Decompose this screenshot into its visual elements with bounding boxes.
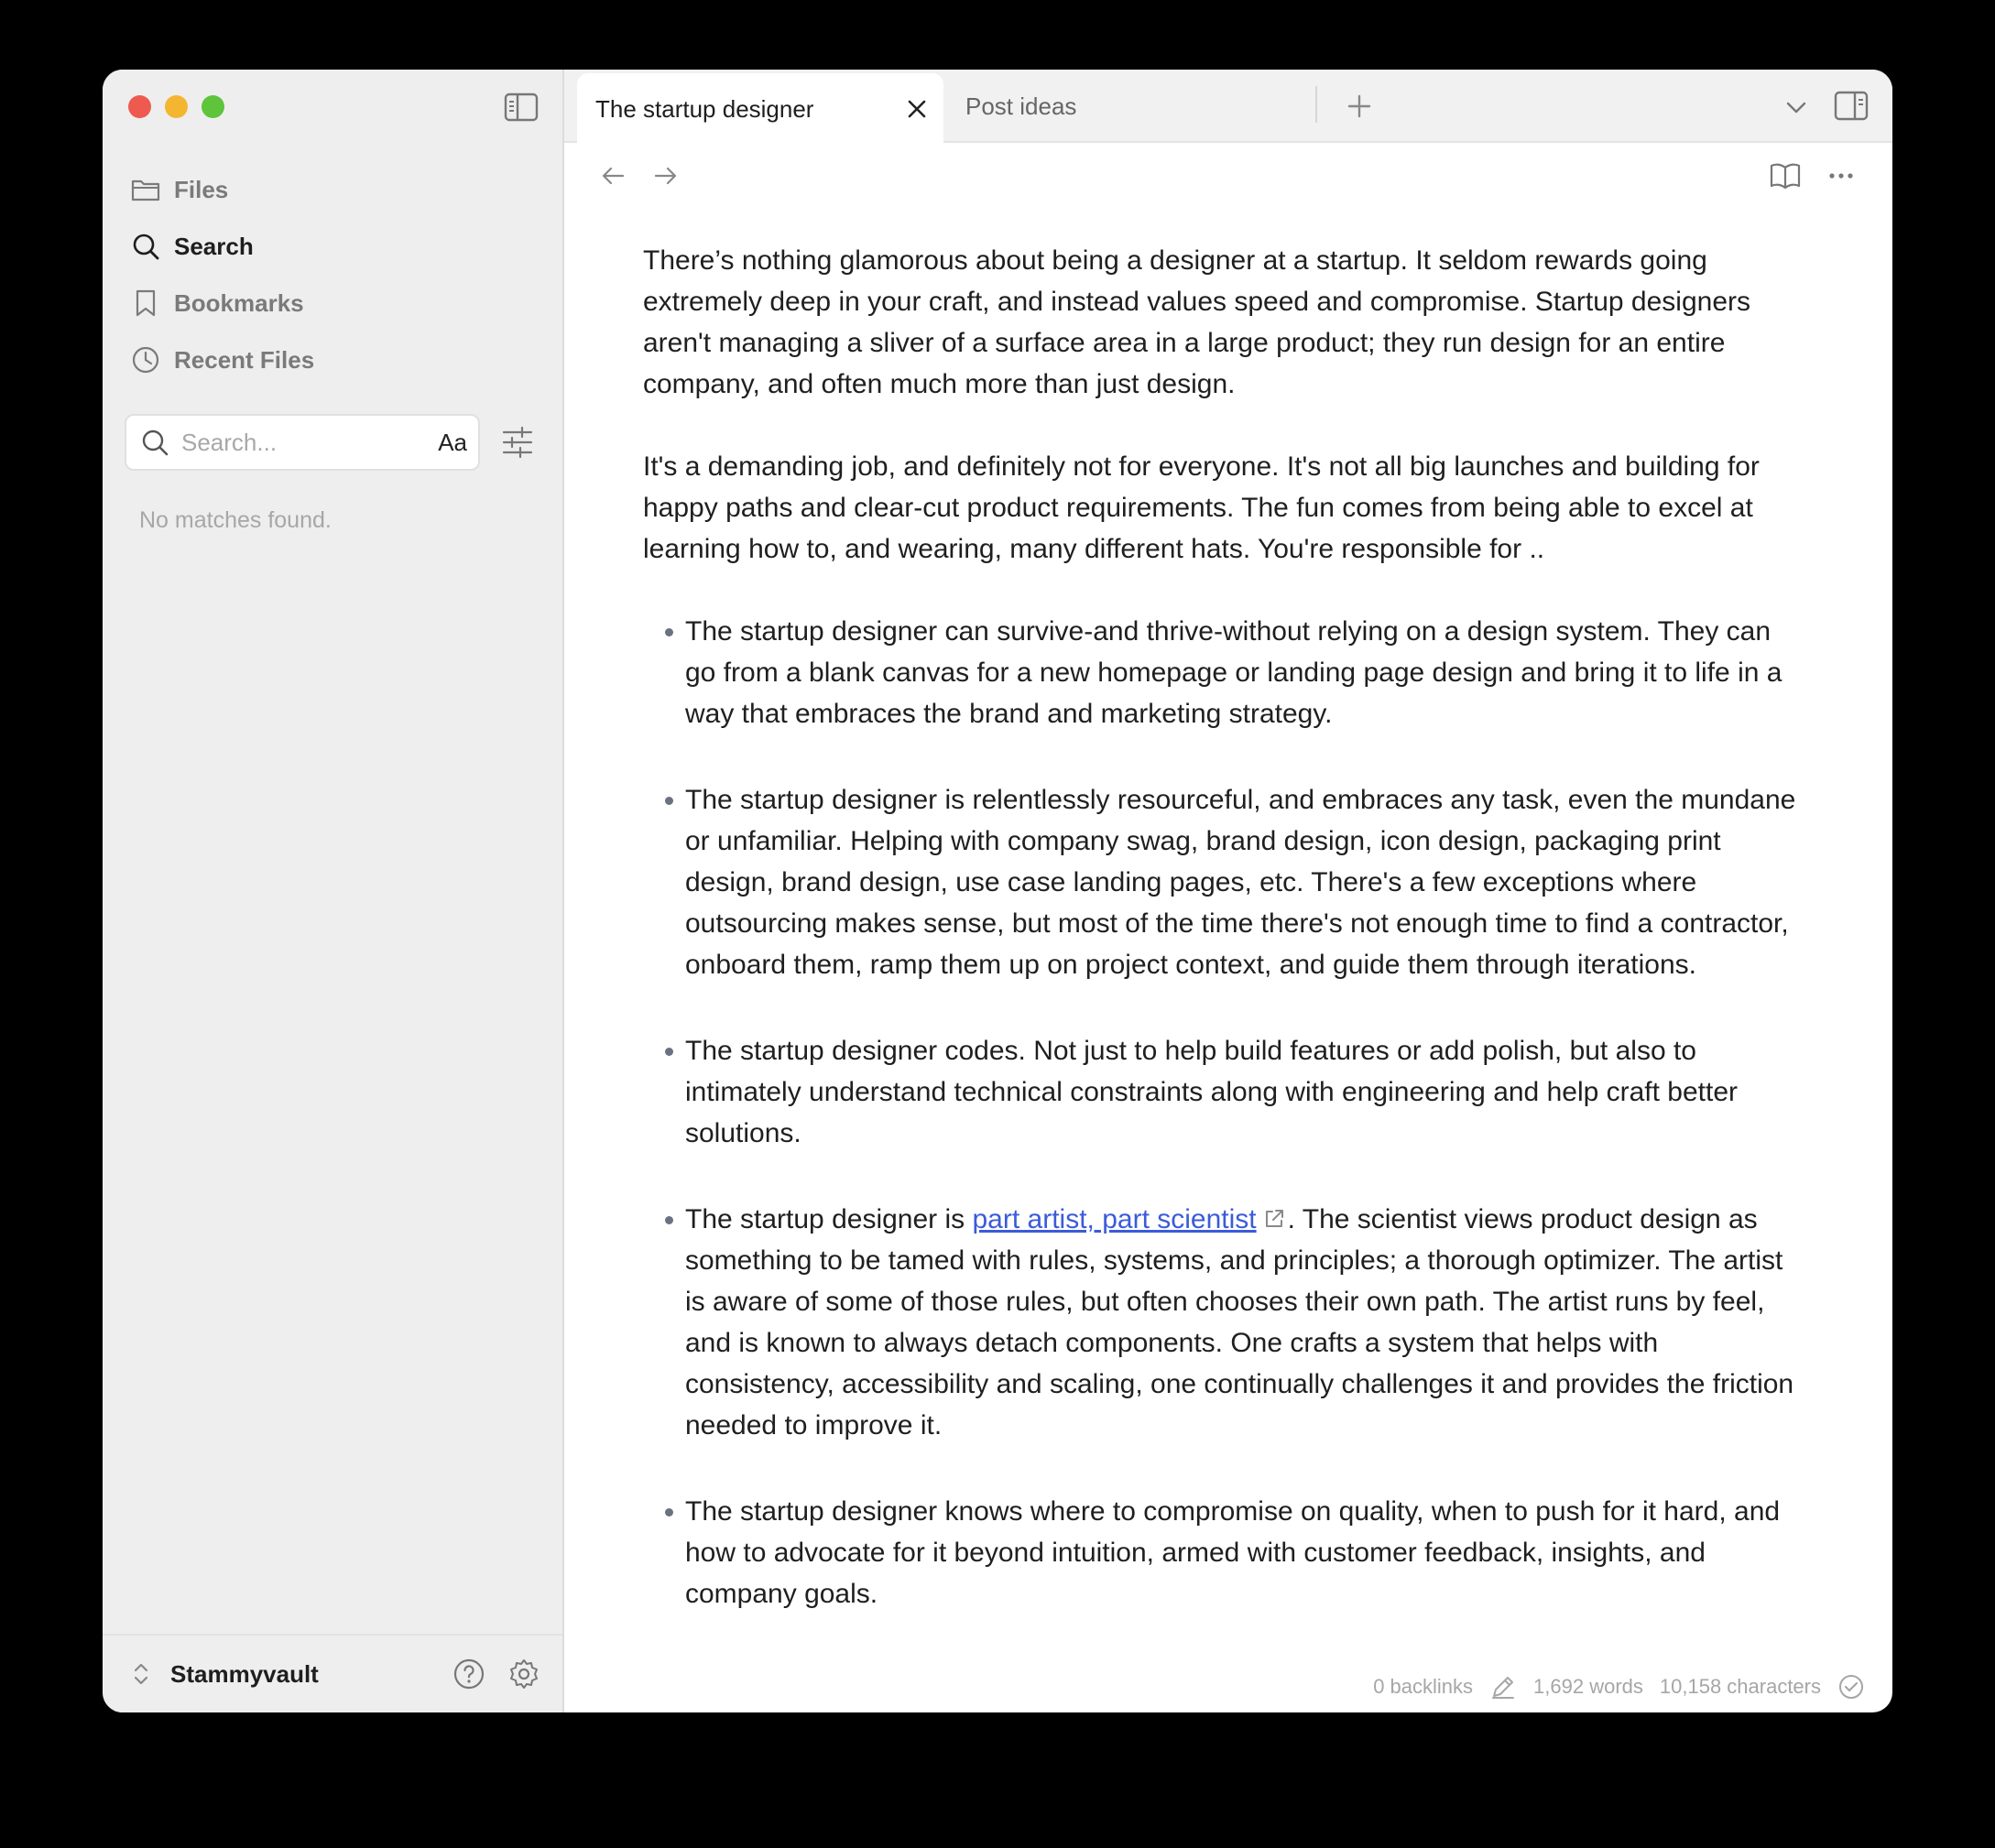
list-item: The startup designer can survive-and thrive-without relying on a design system. They can go from a blank canvas for a new homepage or landing page design and bring it to life in a way that embraces the brand and marketing strategy. <box>685 611 1806 734</box>
list-item: The startup designer codes. Not just to help build features or add polish, but also to intimately understand technical constraints along with engineering and help craft better solutions. <box>685 1030 1806 1154</box>
search-row <box>125 414 540 471</box>
new-tab-plus-icon[interactable] <box>1341 88 1378 125</box>
paragraph: It's a demanding job, and definitely not for everyone. It's not all big launches and building for happy paths and clear-cut product requirements. The fun comes from being able to excel at learning how to, and wearing, many different hats. You're responsible for .. <box>643 451 1760 564</box>
forward-arrow-icon[interactable] <box>650 161 680 190</box>
tab-divider <box>1315 86 1317 123</box>
app-window <box>103 70 1892 1712</box>
character-count: 10,158 characters <box>1659 1675 1821 1698</box>
external-link-icon[interactable] <box>1262 1207 1286 1231</box>
minimize-window-button[interactable] <box>165 95 188 118</box>
paragraph: There’s nothing glamorous about being a designer at a startup. It seldom rewards going extremely deep in your craft, and instead values speed and compromise. Startup designers aren't managing a sliver of a surface area in a large product; they run design for an entire company, and often much more than just design. <box>643 245 1750 399</box>
help-icon[interactable] <box>452 1658 485 1690</box>
tab-label: Post ideas <box>965 92 1077 120</box>
nav-bookmarks[interactable] <box>117 275 548 332</box>
more-options-icon[interactable] <box>1826 161 1856 190</box>
window-controls <box>128 95 224 118</box>
status-bar <box>1360 1669 1865 1705</box>
sidebar <box>103 70 564 1712</box>
tab-label: The startup designer <box>595 94 814 123</box>
settings-gear-icon[interactable] <box>507 1658 540 1690</box>
tab-the-startup-designer[interactable] <box>577 73 943 145</box>
tab-post-ideas[interactable] <box>947 70 1312 143</box>
search-settings-icon[interactable] <box>500 425 535 460</box>
editor-toolbar <box>564 143 1892 211</box>
search-field-icon <box>141 429 169 456</box>
close-tab-icon[interactable] <box>905 97 929 121</box>
note-content[interactable] <box>643 240 1806 1712</box>
nav-bookmarks-label: Bookmarks <box>174 288 304 317</box>
sidebar-nav <box>117 161 548 388</box>
sync-status-check-icon[interactable] <box>1837 1673 1865 1701</box>
nav-search[interactable] <box>117 218 548 275</box>
vault-name[interactable]: Stammyvault <box>170 1659 319 1688</box>
search-icon <box>130 231 161 262</box>
zoom-window-button[interactable] <box>202 95 224 118</box>
bullet-list <box>643 611 1806 1614</box>
list-item: The startup designer is relentlessly resourceful, and embraces any task, even the mundane or unfamiliar. Helping with company swag, brand design, icon design, packaging print design, brand design, use case landing pages, etc. There's a few exceptions where outsourcing makes sense, but most of the time there's not enough time to find a contractor, onboard them, ramp them up on project context, and guide them through iterations. <box>685 779 1806 985</box>
match-case-toggle[interactable]: Aa <box>438 428 467 456</box>
vault-switcher-icon[interactable] <box>132 1660 150 1688</box>
chevron-down-icon[interactable] <box>1781 92 1812 123</box>
right-sidebar-toggle-icon[interactable] <box>1834 90 1869 123</box>
list-item-text-before-link: The startup designer is <box>685 1204 973 1234</box>
vault-bar <box>103 1634 562 1712</box>
backlinks-count[interactable]: 0 backlinks <box>1373 1675 1474 1698</box>
list-item <box>685 1199 1806 1446</box>
search-input[interactable] <box>181 429 431 457</box>
close-window-button[interactable] <box>128 95 151 118</box>
tab-bar <box>564 70 1892 143</box>
nav-files[interactable] <box>117 161 548 218</box>
editor-pane <box>564 70 1892 1712</box>
reading-view-book-icon[interactable] <box>1770 161 1801 190</box>
nav-recent-files[interactable] <box>117 332 548 388</box>
list-item-text-after-link: . The scientist views product design as something to be tamed with rules, systems, and principles; a thorough optimizer. The artist is aware of some of those rules, but often chooses their own path. The artist runs by feel, and is known to always detach components. One crafts a system that helps with consistency, accessibility and scaling, one continually challenges it and provides the friction needed to improve it. <box>685 1204 1794 1440</box>
back-arrow-icon[interactable] <box>599 161 628 190</box>
nav-recent-files-label: Recent Files <box>174 345 315 374</box>
sidebar-toggle-icon[interactable] <box>504 92 539 123</box>
word-count: 1,692 words <box>1533 1675 1643 1698</box>
list-item: The startup designer knows where to compromise on quality, when to push for it hard, and how to advocate for it beyond intuition, armed with customer feedback, insights, and company goals. <box>685 1491 1806 1614</box>
bookmark-icon <box>130 288 161 319</box>
nav-search-label: Search <box>174 232 254 260</box>
search-box <box>125 414 480 471</box>
edit-mode-pencil-icon[interactable] <box>1489 1673 1517 1701</box>
clock-icon <box>130 344 161 375</box>
nav-files-label: Files <box>174 175 229 203</box>
vault-actions <box>452 1658 540 1690</box>
external-link[interactable]: part artist, part scientist <box>972 1204 1257 1234</box>
no-matches-text: No matches found. <box>139 507 332 533</box>
folder-icon <box>130 174 161 205</box>
